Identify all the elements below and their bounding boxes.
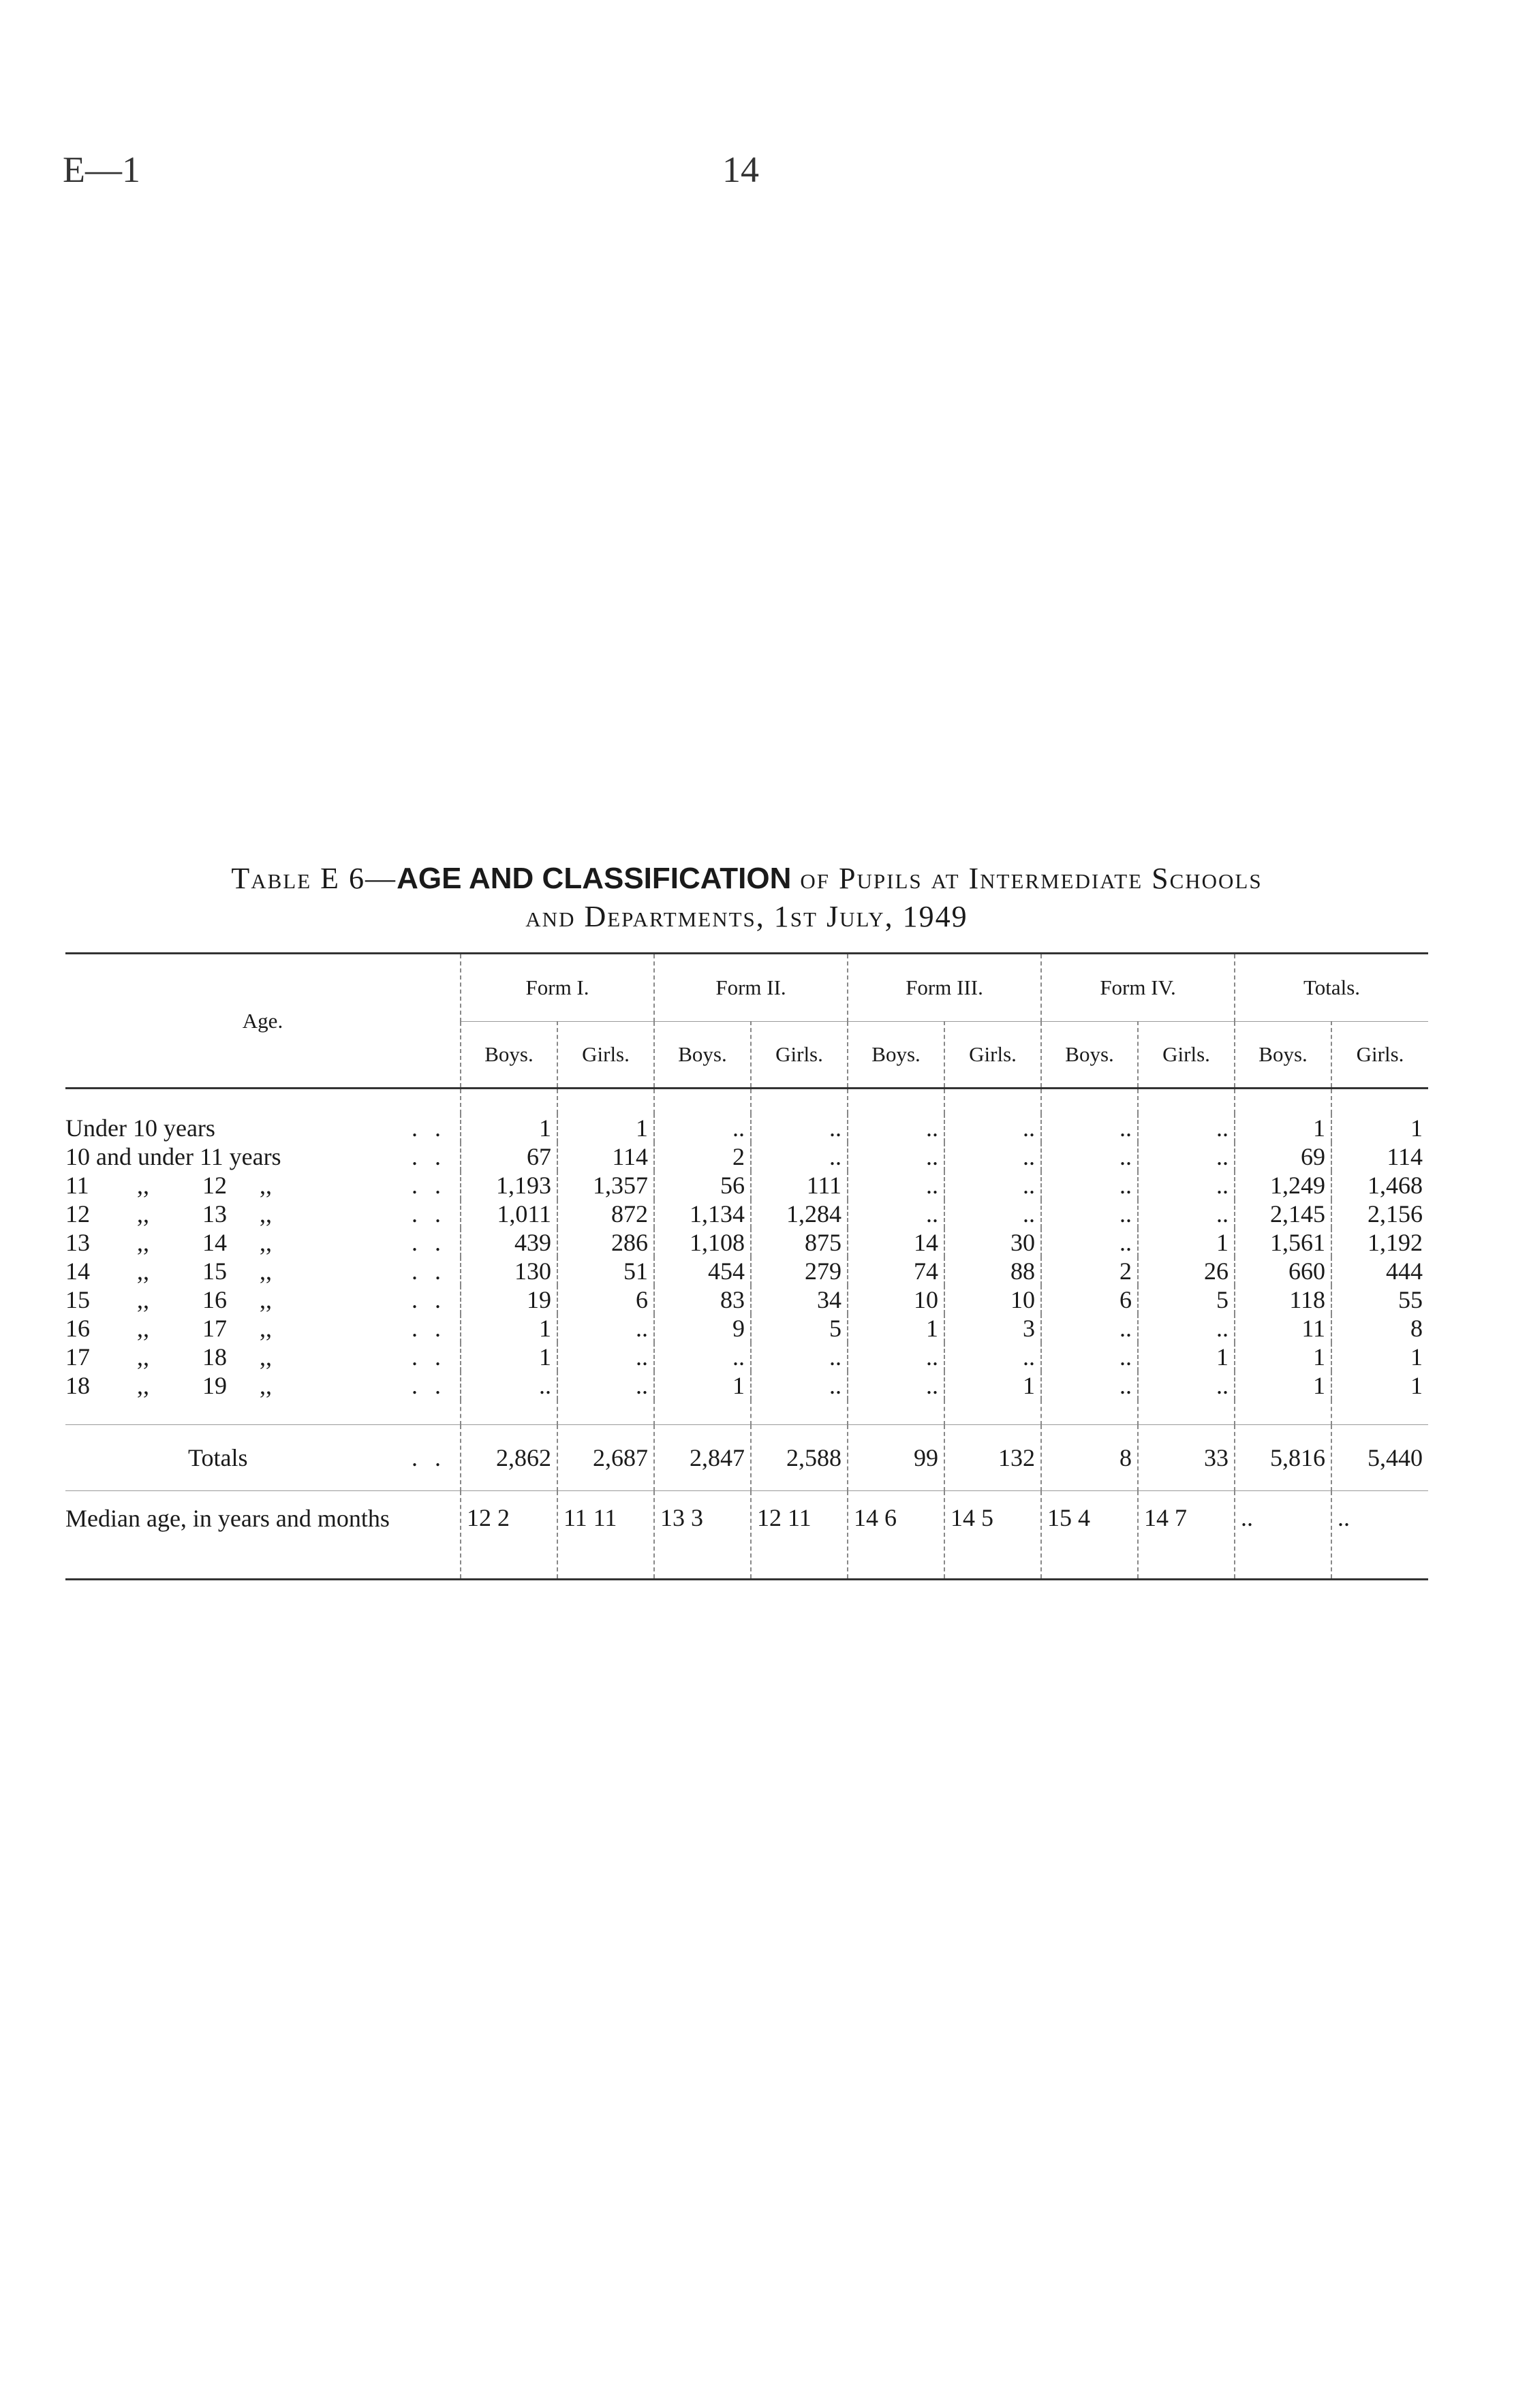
value-cell: 1 [1331,1343,1428,1371]
form-header: Form I. [461,954,654,1022]
value-cell: 56 [654,1171,751,1200]
value-cell: 1 [1235,1343,1331,1371]
age-number: 15 [65,1286,90,1313]
value-cell: 14 [848,1228,944,1257]
total-cell: 8 [1041,1425,1138,1491]
ditto-mark: ,, [137,1315,149,1342]
age-number: 13 [202,1200,227,1228]
value-cell: .. [848,1142,944,1171]
dot-leader: . . [412,1143,446,1170]
value-cell: 872 [557,1200,654,1228]
ditto-mark: ,, [137,1257,149,1285]
boys-header: Boys. [461,1022,557,1089]
value-cell: 69 [1235,1142,1331,1171]
value-cell: .. [944,1171,1041,1200]
median-cell: 12 2 [461,1491,557,1580]
table-row [65,1371,1428,1400]
table-row [65,1200,1428,1228]
dot-leader: . . [412,1200,446,1228]
value-cell: 26 [1138,1257,1235,1285]
value-cell: 67 [461,1142,557,1171]
total-cell: 2,862 [461,1425,557,1491]
value-cell: 1,284 [751,1200,848,1228]
form-header: Form IV. [1041,954,1235,1022]
value-cell: .. [1041,1142,1138,1171]
value-cell: 6 [1041,1285,1138,1314]
value-cell: 114 [1331,1142,1428,1171]
value-cell: 111 [751,1171,848,1200]
age-number: 12 [202,1172,227,1199]
totals-text: Totals [188,1444,248,1471]
title-line2: and Departments, 1st July, 1949 [525,900,968,933]
total-cell: 2,687 [557,1425,654,1491]
value-cell: 11 [1235,1314,1331,1343]
value-cell: 55 [1331,1285,1428,1314]
value-cell: 118 [1235,1285,1331,1314]
dot-leader: . . [412,1315,446,1342]
ditto-mark: ,, [260,1343,272,1371]
median-cell: 11 11 [557,1491,654,1580]
value-cell: 2,156 [1331,1200,1428,1228]
age-number: 16 [65,1315,90,1342]
form-header: Form III. [848,954,1041,1022]
value-cell: 1 [848,1314,944,1343]
value-cell: .. [848,1371,944,1400]
value-cell: 1,192 [1331,1228,1428,1257]
value-cell: .. [1138,1200,1235,1228]
value-cell: 9 [654,1314,751,1343]
age-label [65,1114,461,1142]
title-prefix: Table E 6— [231,862,397,895]
value-cell: 2 [654,1142,751,1171]
median-label: Median age, in years and months [65,1505,390,1532]
value-cell: 3 [944,1314,1041,1343]
value-cell: 1,561 [1235,1228,1331,1257]
table-title [65,860,1428,936]
age-number: 16 [202,1286,227,1313]
girls-header: Girls. [1331,1022,1428,1089]
value-cell: .. [1041,1171,1138,1200]
table-row [65,1142,1428,1171]
value-cell: 875 [751,1228,848,1257]
age-number: 19 [202,1372,227,1399]
girls-header: Girls. [944,1022,1041,1089]
value-cell: 74 [848,1257,944,1285]
value-cell: .. [1041,1371,1138,1400]
age-label [65,1285,461,1314]
ditto-mark: ,, [137,1286,149,1313]
value-cell: 2 [1041,1257,1138,1285]
median-cell: 13 3 [654,1491,751,1580]
ditto-mark: ,, [260,1172,272,1199]
boys-header: Boys. [848,1022,944,1089]
value-cell: .. [1138,1371,1235,1400]
median-cell: .. [1235,1491,1331,1580]
value-cell: .. [751,1343,848,1371]
value-cell: 10 [848,1285,944,1314]
value-cell: 5 [751,1314,848,1343]
dot-leader: . . [412,1229,446,1256]
dot-leader: . . [412,1172,446,1199]
total-cell: 132 [944,1425,1041,1491]
table-row [65,1314,1428,1343]
girls-header: Girls. [1138,1022,1235,1089]
value-cell: .. [1041,1114,1138,1142]
age-label [65,1257,461,1285]
value-cell: 439 [461,1228,557,1257]
page-number: 14 [722,149,759,190]
value-cell: 34 [751,1285,848,1314]
age-number: 18 [65,1372,90,1399]
age-number: 17 [65,1343,90,1371]
ditto-mark: ,, [260,1200,272,1228]
value-cell: .. [557,1314,654,1343]
ditto-mark: ,, [137,1343,149,1371]
table-row [65,1228,1428,1257]
value-cell: 1,357 [557,1171,654,1200]
value-cell: 30 [944,1228,1041,1257]
dot-leader: . . [412,1444,446,1471]
total-cell: 33 [1138,1425,1235,1491]
value-cell: .. [654,1343,751,1371]
table-row [65,1257,1428,1285]
value-cell: 1 [461,1343,557,1371]
value-cell: 8 [1331,1314,1428,1343]
ditto-mark: ,, [260,1229,272,1256]
age-label [65,1228,461,1257]
value-cell: 1 [1331,1371,1428,1400]
median-cell: 14 5 [944,1491,1041,1580]
title-bold: AGE AND CLASSIFICATION [397,862,792,895]
age-number: 12 [65,1200,90,1228]
value-cell: 1 [557,1114,654,1142]
boys-header: Boys. [1235,1022,1331,1089]
boys-header: Boys. [654,1022,751,1089]
ditto-mark: ,, [137,1200,149,1228]
value-cell: 1 [654,1371,751,1400]
ditto-mark: ,, [137,1372,149,1399]
value-cell: 660 [1235,1257,1331,1285]
value-cell: 1 [461,1114,557,1142]
value-cell: .. [1041,1228,1138,1257]
age-number: 13 [65,1229,90,1256]
age-number: 18 [202,1343,227,1371]
age-number: 14 [202,1229,227,1256]
value-cell: .. [1041,1343,1138,1371]
value-cell: 19 [461,1285,557,1314]
age-number: 11 [65,1172,89,1199]
totals-row [65,1425,1428,1491]
age-text: 10 and under 11 years [65,1143,281,1170]
value-cell: 114 [557,1142,654,1171]
value-cell: 1 [1235,1114,1331,1142]
value-cell: 10 [944,1285,1041,1314]
age-number: 17 [202,1315,227,1342]
value-cell: .. [1138,1114,1235,1142]
ditto-mark: ,, [137,1172,149,1199]
value-cell: 1,108 [654,1228,751,1257]
value-cell: .. [848,1200,944,1228]
value-cell: 1 [1331,1114,1428,1142]
table-row [65,1285,1428,1314]
value-cell: 88 [944,1257,1041,1285]
value-cell: .. [751,1142,848,1171]
value-cell: .. [1138,1142,1235,1171]
value-cell: 1,193 [461,1171,557,1200]
value-cell: 1,011 [461,1200,557,1228]
total-cell: 2,847 [654,1425,751,1491]
boys-header: Boys. [1041,1022,1138,1089]
total-cell: 5,440 [1331,1425,1428,1491]
value-cell: 1,249 [1235,1171,1331,1200]
value-cell: .. [848,1114,944,1142]
title-rest: of Pupils at Intermediate Schools [791,862,1263,895]
value-cell: .. [1041,1314,1138,1343]
age-label [65,1343,461,1371]
girls-header: Girls. [751,1022,848,1089]
age-text: Under 10 years [65,1114,215,1142]
median-cell: 14 7 [1138,1491,1235,1580]
form-header: Form II. [654,954,848,1022]
value-cell: 1,468 [1331,1171,1428,1200]
ditto-mark: ,, [260,1257,272,1285]
value-cell: 286 [557,1228,654,1257]
table-row [65,1343,1428,1371]
value-cell: 2,145 [1235,1200,1331,1228]
value-cell: 279 [751,1257,848,1285]
age-label [65,1371,461,1400]
total-cell: 5,816 [1235,1425,1331,1491]
value-cell: 1 [1235,1371,1331,1400]
value-cell: .. [1041,1200,1138,1228]
page-code: E—1 [63,149,140,190]
dot-leader: . . [412,1372,446,1399]
value-cell: 5 [1138,1285,1235,1314]
value-cell: 454 [654,1257,751,1285]
classification-table [65,952,1428,1583]
dot-leader: . . [412,1343,446,1371]
value-cell: 1 [944,1371,1041,1400]
ditto-mark: ,, [137,1229,149,1256]
age-number: 14 [65,1257,90,1285]
dot-leader: . . [412,1257,446,1285]
ditto-mark: ,, [260,1315,272,1342]
value-cell: 51 [557,1257,654,1285]
value-cell: .. [944,1114,1041,1142]
value-cell: .. [848,1171,944,1200]
age-label [65,1171,461,1200]
girls-header: Girls. [557,1022,654,1089]
total-cell: 99 [848,1425,944,1491]
totals-label [65,1425,461,1491]
value-cell: .. [557,1371,654,1400]
value-cell: 1 [1138,1228,1235,1257]
value-cell: 130 [461,1257,557,1285]
form-header: Totals. [1235,954,1428,1022]
dot-leader: . . [412,1114,446,1142]
value-cell: 1 [1138,1343,1235,1371]
median-cell: 14 6 [848,1491,944,1580]
age-number: 15 [202,1257,227,1285]
median-cell: 15 4 [1041,1491,1138,1580]
value-cell: 6 [557,1285,654,1314]
value-cell: 444 [1331,1257,1428,1285]
age-header: Age. [242,1008,283,1033]
age-label [65,1314,461,1343]
table-row [65,1114,1428,1142]
value-cell: .. [944,1200,1041,1228]
ditto-mark: ,, [260,1286,272,1313]
value-cell: .. [557,1343,654,1371]
value-cell: .. [751,1371,848,1400]
value-cell: .. [1138,1171,1235,1200]
value-cell: .. [848,1343,944,1371]
dot-leader: . . [412,1286,446,1313]
value-cell: .. [944,1142,1041,1171]
value-cell: .. [944,1343,1041,1371]
table-row [65,1171,1428,1200]
age-label [65,1142,461,1171]
median-cell: .. [1331,1491,1428,1580]
ditto-mark: ,, [260,1372,272,1399]
age-label [65,1200,461,1228]
value-cell: 83 [654,1285,751,1314]
median-row [65,1491,1428,1580]
value-cell: .. [751,1114,848,1142]
value-cell: .. [461,1371,557,1400]
median-cell: 12 11 [751,1491,848,1580]
value-cell: .. [654,1114,751,1142]
value-cell: .. [1138,1314,1235,1343]
total-cell: 2,588 [751,1425,848,1491]
value-cell: 1,134 [654,1200,751,1228]
value-cell: 1 [461,1314,557,1343]
